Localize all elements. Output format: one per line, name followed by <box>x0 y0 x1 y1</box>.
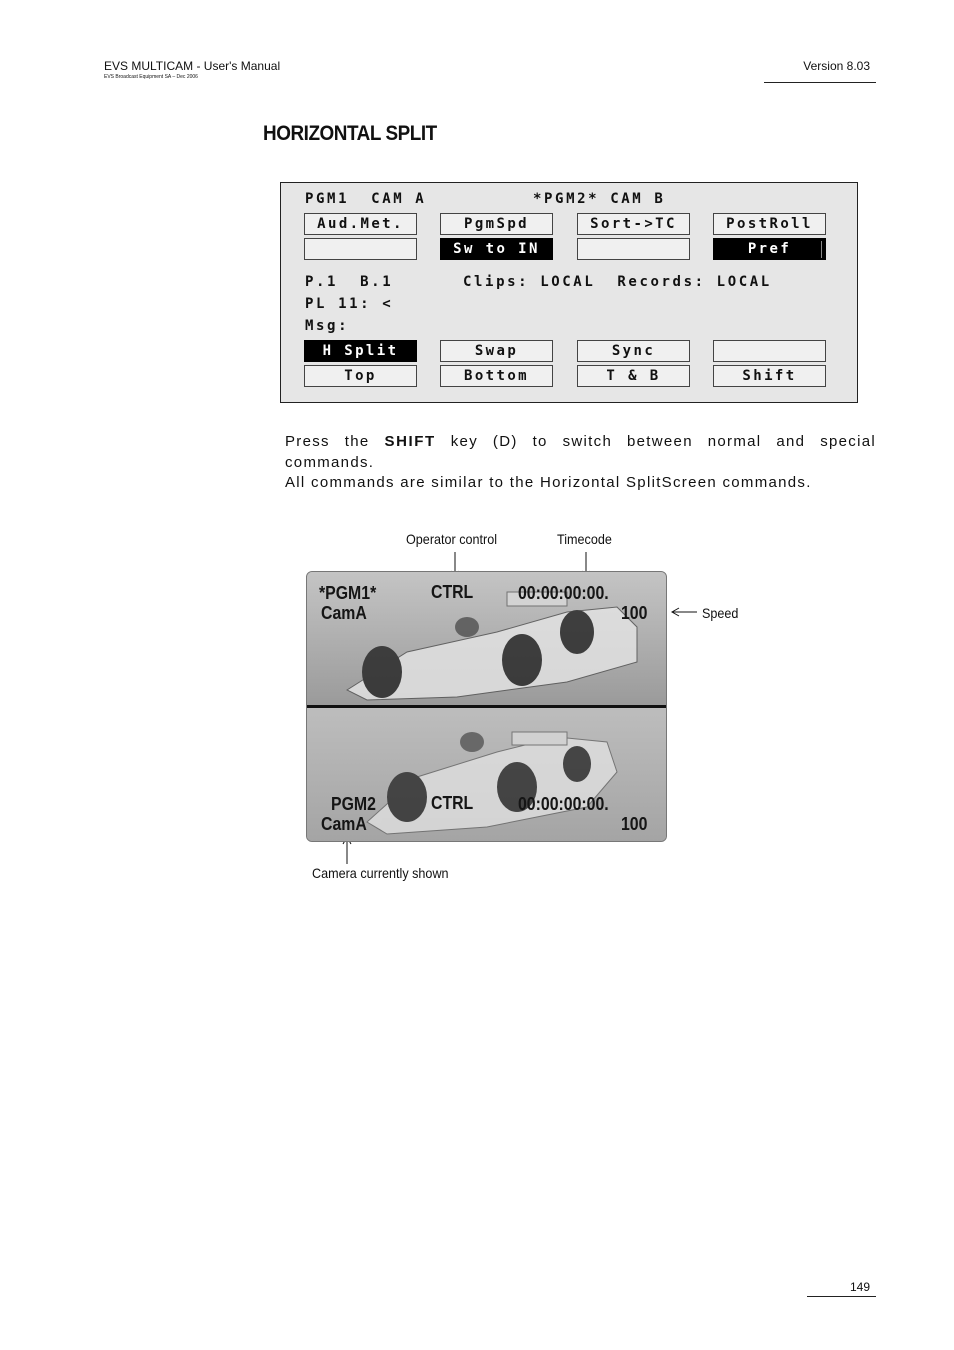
bottom-cam-label: CamA <box>321 814 367 834</box>
key-sw-to-in[interactable]: Sw to IN <box>440 238 553 260</box>
top-pgm-text: PGM1 <box>325 583 371 603</box>
manual-subtitle: EVS Broadcast Equipment SA – Dec 2006 <box>104 74 198 80</box>
top-speed: 100 <box>621 603 648 623</box>
key-pref[interactable]: Pref <box>713 238 826 260</box>
text-press-the: Press the <box>285 433 370 450</box>
label-speed: Speed <box>702 605 739 621</box>
footer-rule <box>807 1296 876 1297</box>
page-number: 149 <box>849 1280 870 1294</box>
key-postroll[interactable]: PostRoll <box>713 213 826 235</box>
bottom-pgm-label: PGM2 <box>331 794 376 814</box>
manual-title: EVS MULTICAM - User's Manual <box>104 59 281 73</box>
key-pgmspd[interactable]: PgmSpd <box>440 213 553 235</box>
shift-keyword: SHIFT <box>384 433 436 450</box>
lcd-line-msg: Msg: <box>305 318 350 334</box>
version-label: Version 8.03 <box>803 59 870 73</box>
top-pgm-label: *PGM1* <box>319 583 377 603</box>
top-cam-label: CamA <box>321 603 367 623</box>
key-sort-tc[interactable]: Sort->TC <box>577 213 690 235</box>
split-screen-preview <box>306 571 667 842</box>
lcd-line-playlist: PL 11: < <box>305 296 394 312</box>
bottom-ctrl-label: CTRL <box>431 793 474 813</box>
top-ctrl-label: CTRL <box>431 582 474 602</box>
lcd-line-clips: Clips: LOCAL Records: LOCAL <box>463 274 772 290</box>
bottom-speed: 100 <box>621 814 648 834</box>
section-title: HORIZONTAL SPLIT <box>263 122 437 145</box>
lcd-line-page: P.1 B.1 <box>305 274 394 290</box>
key-top[interactable]: Top <box>304 365 417 387</box>
key-aud-met[interactable]: Aud.Met. <box>304 213 417 235</box>
lcd-line-pgm1: PGM1 CAM A <box>305 191 427 207</box>
lcd-line-pgm2: *PGM2* CAM B <box>533 191 666 207</box>
label-operator-control: Operator control <box>406 531 498 547</box>
text-key-switch: key (D) to switch between normal and special <box>450 433 876 450</box>
label-timecode: Timecode <box>557 531 612 547</box>
key-shift[interactable]: Shift <box>713 365 826 387</box>
key-t-and-b[interactable]: T & B <box>577 365 690 387</box>
key-bottom[interactable]: Bottom <box>440 365 553 387</box>
paragraph-commands: All commands are similar to the Horizontal SplitScreen commands. <box>285 474 812 491</box>
key-sync[interactable]: Sync <box>577 340 690 362</box>
bottom-timecode: 00:00:00:00. <box>518 794 609 814</box>
label-camera-shown: Camera currently shown <box>312 865 449 881</box>
key-swap[interactable]: Swap <box>440 340 553 362</box>
top-timecode: 00:00:00:00. <box>518 583 609 603</box>
paragraph-shift-line2: commands. <box>285 454 375 471</box>
key-h-split[interactable]: H Split <box>304 340 417 362</box>
